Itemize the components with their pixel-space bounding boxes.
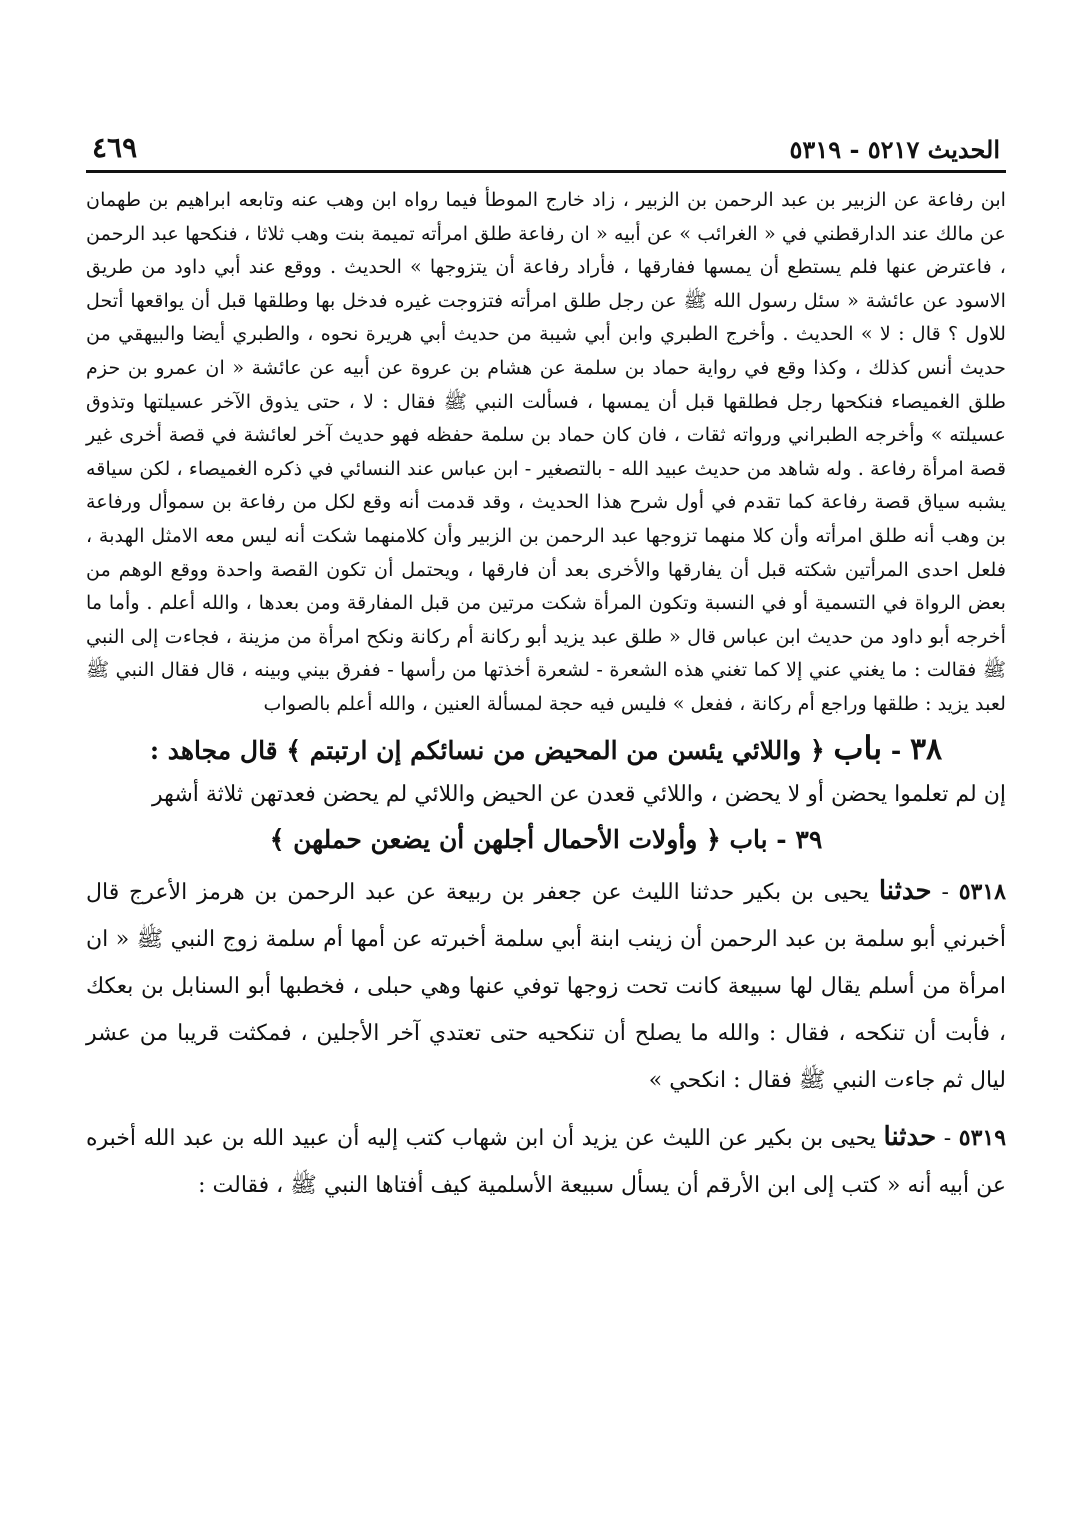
mujahid-commentary: إن لم تعلموا يحضن أو لا يحضن ، واللائي قعدن عن الحيض واللائي لم يحضن فعدتهن ثلاثة أشهر: [152, 781, 1006, 807]
chapter-bab: باب: [729, 824, 768, 854]
haddathana-word: حدثنا: [878, 875, 932, 906]
header-rule: [86, 170, 1006, 173]
hadith-dash: -: [941, 879, 949, 905]
chapter-dash: -: [776, 824, 787, 854]
chapter-heading-39: [86, 816, 1006, 864]
commentary-paragraph: ابن رفاعة عن الزبير بن عبد الرحمن بن الزبير ، زاد خارج الموطأ فيما رواه ابن وهب عنه وتابعه ابراهيم بن طهمان عن مالك عند الدارقطني في « الغرائب » عن أبيه « ان رفاعة طلق امرأته تميمة بنت وهب ثلاثا ، فنكحها عبد الرحمن ، فاعترض عنها فلم يستطع أن يمسها ففارقها ، فأراد رفاعة أن يتزوجها » الحديث . ووقع عند أبي داود من طريق الاسود عن عائشة « سئل رسول الله ﷺ عن رجل طلق امرأته فتزوجت غيره فدخل بها وطلقها قبل أن يواقعها أتحل للاول ؟ قال : لا » الحديث . وأخرج الطبري وابن أبي شيبة من حديث أبي هريرة نحوه ، والطبري أيضا والبيهقي من حديث أنس كذلك ، وكذا وقع في رواية حماد بن سلمة عن هشام بن عروة عن أبيه عن عائشة « ان عمرو بن حزم طلق الغميصاء فنكحها رجل فطلقها قبل أن يمسها ، فسألت النبي ﷺ فقال : لا ، حتى يذوق الآخر عسيلتها وتذوق عسيلته » وأخرجه الطبراني ورواته ثقات ، فان كان حماد بن سلمة حفظه فهو حديث آخر لعائشة في قصة أخرى غير قصة امرأة رفاعة . وله شاهد من حديث عبيد الله - بالتصغير - ابن عباس عند النسائي في ذكره الغميصاء ، لكن سياقه يشبه سياق قصة رفاعة كما تقدم في أول شرح هذا الحديث ، وقد قدمت أنه وقع لكل من رفاعة بن سموأل ورفاعة بن وهب أنه طلق امرأته وأن كلا منهما تزوجها عبد الرحمن بن الزبير وأن كلامنهما شكت أنه ليس معه الامثل الهدبة ، فلعل احدى المرأتين شكته قبل أن يفارقها والأخرى بعد أن فارقها ، ويحتمل أن تكون القصة واحدة ووقع الوهم من بعض الرواة في التسمية أو في النسبة وتكون المرأة شكت مرتين من قبل المفارقة ومن بعدها ، والله أعلم . وأما ما أخرجه أبو داود من حديث ابن عباس قال « طلق عبد يزيد أبو ركانة أم ركانة ونكح امرأة من مزينة ، فجاءت إلى النبي ﷺ فقالت : ما يغني عني إلا كما تغني هذه الشعرة - لشعرة أخذتها من رأسها - ففرق بيني وبينه ، قال فقال النبي ﷺ لعبد يزيد : طلقها وراجع أم ركانة ، ففعل » فليس فيه حجة لمسألة العنين ، والله أعلم بالصواب: [86, 188, 1007, 715]
hadith-number: ٥٣١٨: [958, 878, 1006, 905]
chapter-title: ﴿ واللائي يئسن من المحيض من نسائكم إن ارتبتم ﴾ قال مجاهد :: [149, 735, 825, 765]
chapter-dash: -: [890, 735, 902, 765]
chapter-title: ﴿ وأولات الأحمال أجلهن أن يضعن حملهن ﴾: [269, 824, 721, 854]
chapter-number: ٣٩: [795, 824, 823, 854]
hadith-dash: -: [943, 1125, 952, 1151]
hadith-number: ٥٣١٩: [958, 1124, 1007, 1151]
page-number: ٤٦٩: [92, 131, 138, 164]
running-title: الحديث ٥٢١٧ - ٥٣١٩: [789, 135, 1000, 164]
hadith-5319: [86, 1114, 1006, 1209]
chapter-number: ٣٨: [909, 731, 943, 767]
hadith-text: يحيى بن بكير حدثنا الليث عن جعفر بن ربيعة عن عبد الرحمن بن هرمز الأعرج قال أخبرني أبو سلمة بن عبد الرحمن أن زينب ابنة أبي سلمة أخبرته عن أمها أم سلمة زوج النبي ﷺ « ان امرأة من أسلم يقال لها سبيعة كانت تحت زوجها توفي عنها وهي حبلى ، فخطبها أبو السنابل بن بعكك ، فأبت أن تنكحه ، فقال : والله ما يصلح أن تنكحيه حتى تعتدي آخر الأجلين ، فمكثت قريبا من عشر ليال ثم جاءت النبي ﷺ فقال : انكحي »: [86, 879, 1006, 1093]
haddathana-word: حدثنا: [883, 1121, 937, 1152]
chapter-bab: باب: [833, 728, 883, 767]
hadith-text: يحيى بن بكير عن الليث عن يزيد أن ابن شهاب كتب إليه أن عبيد الله بن عبد الله أخبره عن أبيه أنه « كتب إلى ابن الأرقم أن يسأل سبيعة الأسلمية كيف أفتاها النبي ﷺ ، فقالت :: [86, 1125, 1006, 1198]
page-header: [86, 120, 1006, 164]
chapter-heading-38: [86, 725, 1006, 774]
hadith-5318: [86, 868, 1006, 1104]
